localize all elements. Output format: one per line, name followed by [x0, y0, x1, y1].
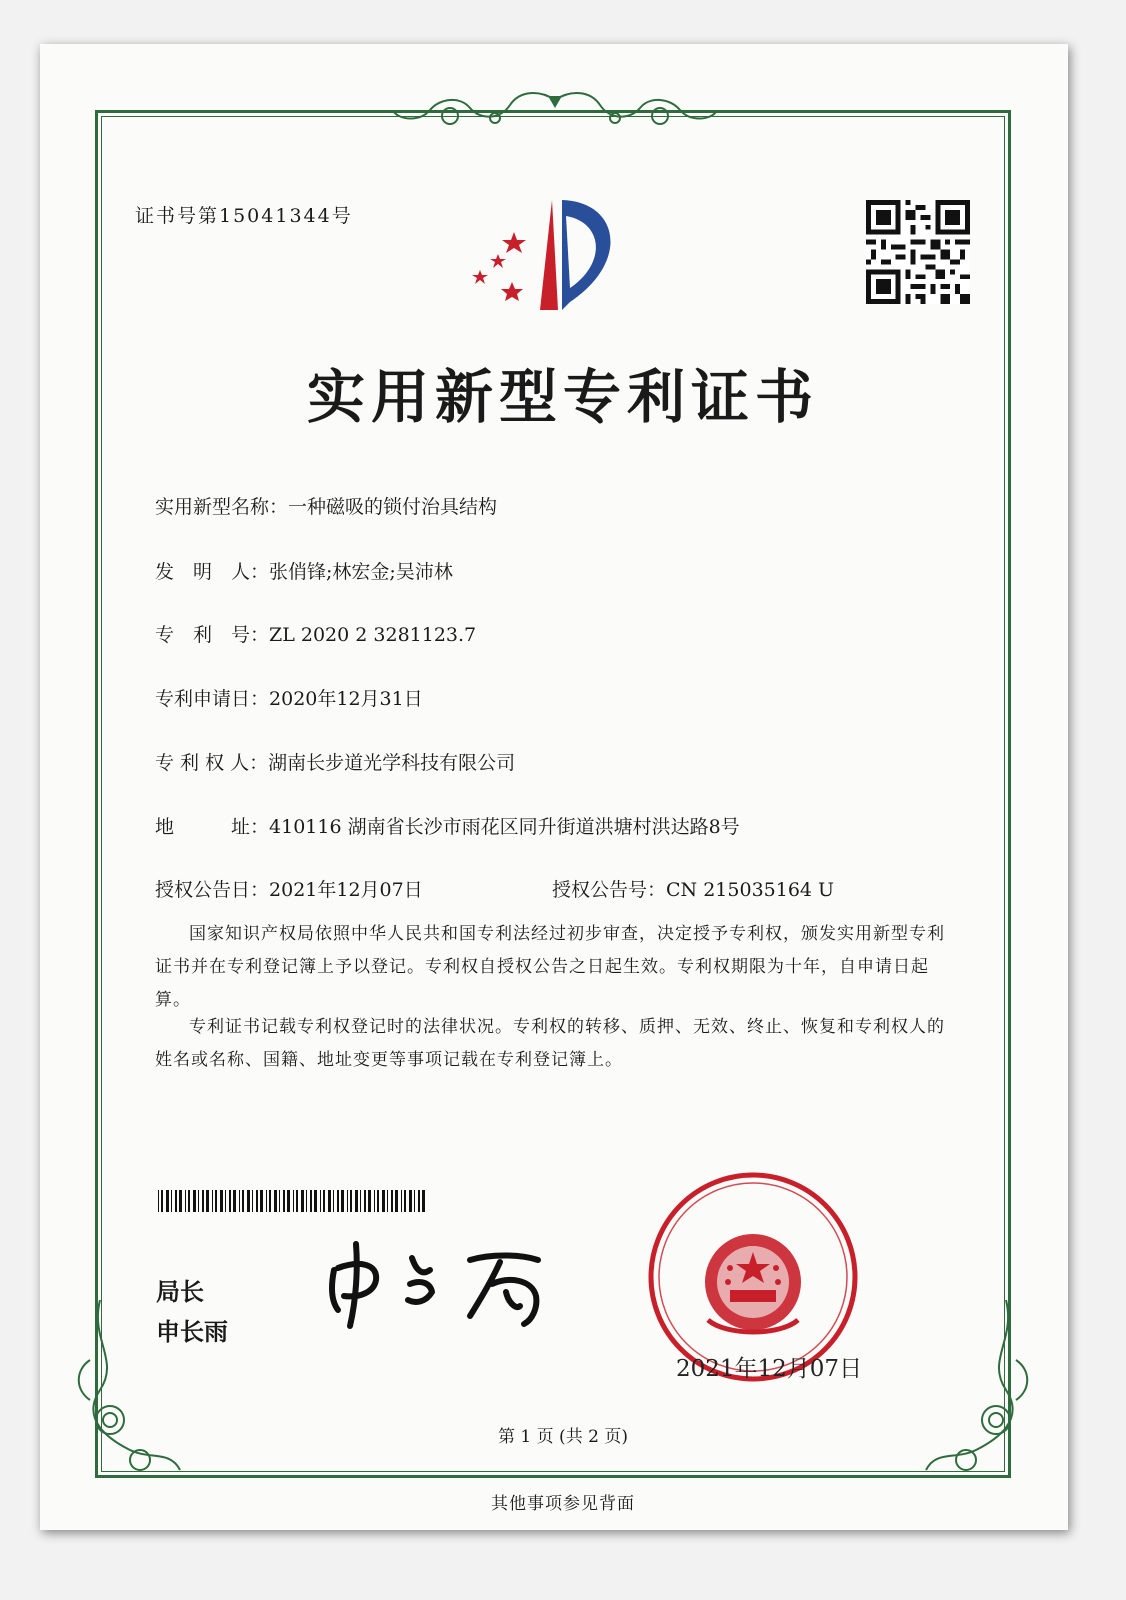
- field-value: 2020年12月31日: [269, 688, 423, 710]
- page-title: 实用新型专利证书: [306, 363, 819, 431]
- field-label: 发 明 人：: [155, 561, 270, 583]
- field-value: 一种磁吸的锁付治具结构: [288, 496, 498, 518]
- field-value: CN 215035164 U: [666, 879, 835, 901]
- field-label: 专 利 号：: [155, 624, 270, 646]
- barcode-icon: [158, 1190, 426, 1212]
- field-label: 专 利 权 人：: [155, 752, 269, 774]
- director-name: 申长雨: [156, 1318, 228, 1346]
- field-inventors: [155, 557, 453, 584]
- top-ornament: [390, 90, 720, 140]
- director-title: 局长: [156, 1278, 204, 1306]
- field-value: 2021年12月07日: [269, 879, 423, 901]
- seal-date: 2021年12月07日: [676, 1356, 863, 1382]
- director-signature: [320, 1240, 560, 1330]
- field-value: 湖南长步道光学科技有限公司: [268, 752, 516, 774]
- field-patent-number: [155, 620, 476, 647]
- page-indicator: 第 1 页 (共 2 页): [498, 1427, 628, 1447]
- field-value: 410116 湖南省长沙市雨花区同升街道洪塘村洪达路8号: [269, 816, 740, 838]
- bottom-right-ornament: [906, 1300, 1036, 1490]
- field-filing-date: [155, 684, 423, 711]
- field-utility-model-name: [155, 492, 497, 519]
- certificate-number: 证书号第15041344号: [135, 205, 353, 227]
- statement-paragraph-1: 国家知识产权局依照中华人民共和国专利法经过初步审查，决定授予专利权，颁发实用新型专利证书并在专利登记簿上予以登记。专利权自授权公告之日起生效。专利权期限为十年，自申请日起算。: [155, 924, 945, 1010]
- footer-note: 其他事项参见背面: [491, 1494, 635, 1514]
- statement-paragraph-2: 专利证书记载专利权登记时的法律状况。专利权的转移、质押、无效、终止、恢复和专利权人的姓名或名称、国籍、地址变更等事项记载在专利登记簿上。: [155, 1017, 945, 1070]
- field-value: ZL 2020 2 3281123.7: [269, 624, 477, 646]
- cnipa-logo-icon: [470, 192, 640, 322]
- field-label: 授权公告号：: [552, 879, 667, 901]
- field-patentee: [155, 748, 515, 775]
- field-label: 专利申请日：: [155, 688, 270, 710]
- field-grant-date: [155, 875, 423, 902]
- field-grant-number: [552, 875, 834, 902]
- qr-code-icon: [866, 200, 970, 304]
- field-address: [155, 812, 740, 839]
- field-label: 实用新型名称：: [155, 496, 289, 518]
- field-value: 张俏锋;林宏金;吴沛林: [269, 561, 453, 583]
- field-label: 授权公告日：: [155, 879, 270, 901]
- field-label: 地 址：: [155, 816, 270, 838]
